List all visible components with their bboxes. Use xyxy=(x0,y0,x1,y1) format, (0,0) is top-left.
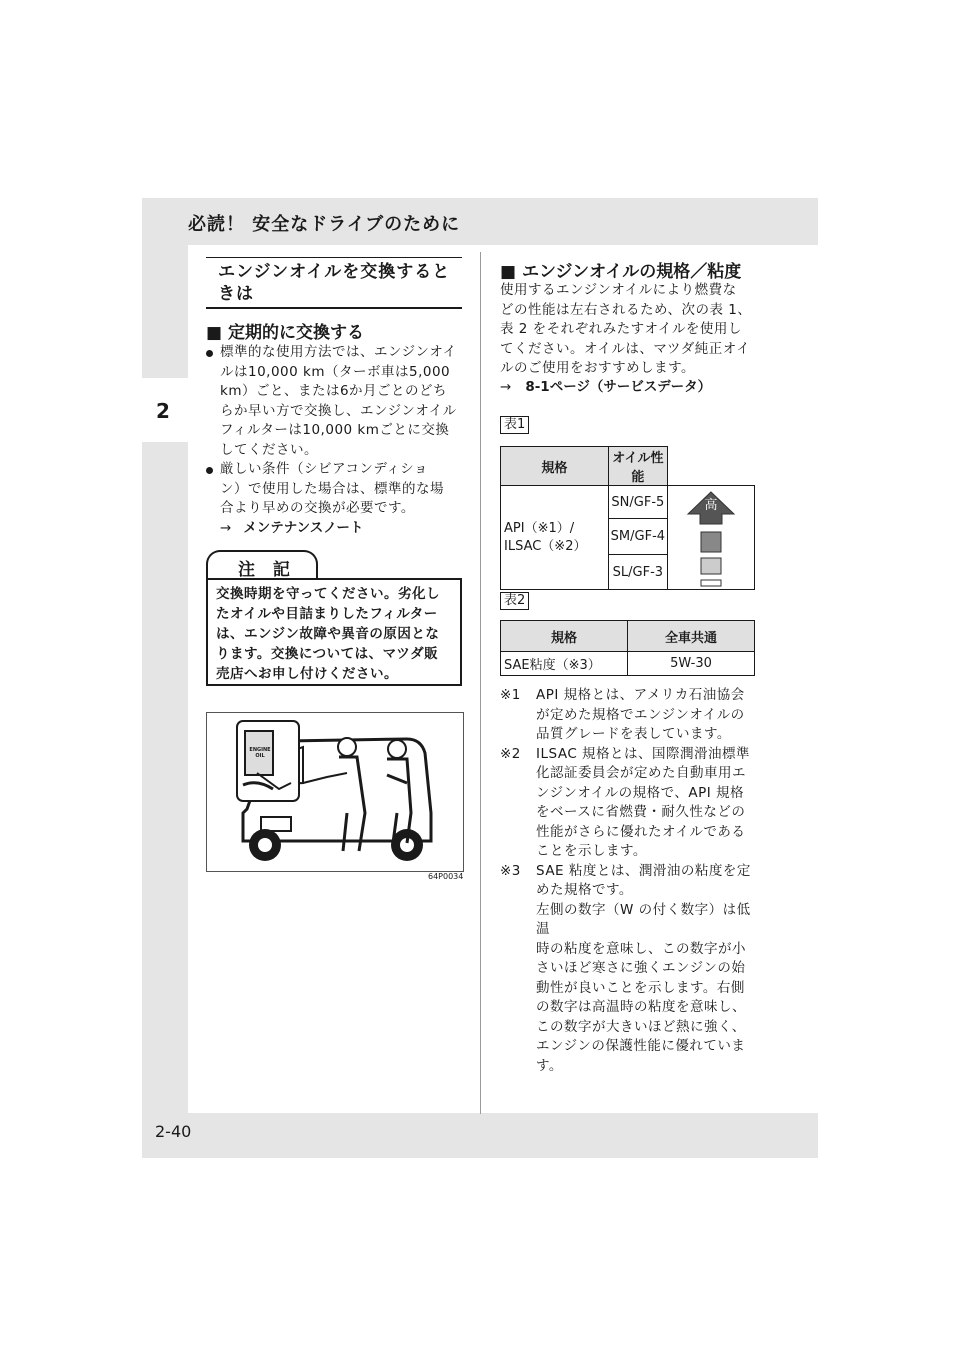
table-header: 全車共通 xyxy=(628,621,755,652)
footnotes xyxy=(500,686,758,1076)
table2-label: 表2 xyxy=(500,592,529,610)
intro-paragraph: 使用するエンジンオイルにより燃費な どの性能は左右されるため、次の表 1、 表 2 をそれぞれみたすオイルを使用し てください。オイルは、マツダ純正オイ ルのご使用をおすすめします。 xyxy=(500,282,752,376)
footnote: ※2 ILSAC 規格とは、国際潤滑油標準 化認証委員会が定めた自動車用エ ンジンオイルの規格で、API 規格 をベースに省燃費・耐久性などの 性能がさらに優れたオイルである ことを示します。 xyxy=(500,745,751,859)
bullet-item: 厳しい条件（シビアコンディショ ン）で使用した場合は、標準的な場 合より早めの交換が必要です。 xyxy=(206,460,464,519)
footnote: ※3 SAE 粘度とは、潤滑油の粘度を定 めた規格です。 左側の数字（W の付く数字）は低温 時の粘度を意味し、この数字が小 さいほど寒さに強くエンジンの始 動性が良いことを示します。右側 の数字は高温時の粘度を意味し、 この数字が大きいほど熱に強く、 エンジンの保護性能に優れていま す。 xyxy=(500,862,751,1074)
subhead-periodic-change: ■ 定期的に交換する xyxy=(206,323,364,343)
van-illustration-icon xyxy=(207,713,463,871)
table-cell: 5W-30 xyxy=(628,652,755,676)
page-number: 2-40 xyxy=(155,1122,192,1141)
performance-indicator xyxy=(668,486,755,590)
table-cell-standard: API（※1）/ ILSAC（※2） xyxy=(501,486,609,590)
note-text: 交換時期を守ってください。劣化し たオイルや目詰まりしたフィルター は、エンジン故障や異音の原因とな ります。交換については、マツダ販 売店へお申し付けください。 xyxy=(216,586,440,682)
bullet-item: 標準的な使用方法では、エンジンオイ ルは10,000 km（ターボ車は5,000 km）ごと、または6か月ごとのどち らか早い方で交換し、エンジンオイル フィルターは10,000 kmごとに交換 してください。 xyxy=(206,343,464,460)
bullet-dot-icon xyxy=(206,350,213,357)
oil-grade-table xyxy=(500,446,755,590)
table-cell-grade: SM/GF-4 xyxy=(608,519,667,555)
table-header: 規格 xyxy=(501,621,628,652)
oil-can-label: ENGINE OIL xyxy=(249,747,271,759)
bullet-list xyxy=(206,343,464,519)
high-label: 高 xyxy=(704,498,718,513)
section-heading xyxy=(206,257,462,309)
note-tab: 注 記 xyxy=(206,550,318,580)
table-header: オイル性能 xyxy=(608,447,667,486)
section-title: エンジンオイルを交換すると きは xyxy=(218,262,451,304)
column-divider xyxy=(480,252,481,1114)
page-header-title: 必読！ 安全なドライブのために xyxy=(188,214,461,235)
table-cell: SAE粘度（※3） xyxy=(501,652,628,676)
note-box xyxy=(206,550,462,684)
oil-change-illustration xyxy=(206,712,464,872)
viscosity-table xyxy=(500,620,755,676)
footnote: ※1 API 規格とは、アメリカ石油協会 が定めた規格でエンジンオイルの 品質グレードを表しています。 xyxy=(500,687,745,742)
table-cell-grade: SL/GF-3 xyxy=(608,555,667,590)
reference-service-data: → 8-1ページ（サービスデータ） xyxy=(500,379,712,395)
table-cell-grade: SN/GF-5 xyxy=(608,486,667,519)
table1-label: 表1 xyxy=(500,416,529,434)
bullet-dot-icon xyxy=(206,467,213,474)
reference-maintenance-note: → メンテナンスノート xyxy=(220,520,364,536)
illustration-code: 64P0034 xyxy=(428,872,464,881)
subhead-oil-standard: ■ エンジンオイルの規格／粘度 xyxy=(500,262,742,282)
table-header: 規格 xyxy=(501,447,609,486)
chapter-number: 2 xyxy=(156,399,170,423)
